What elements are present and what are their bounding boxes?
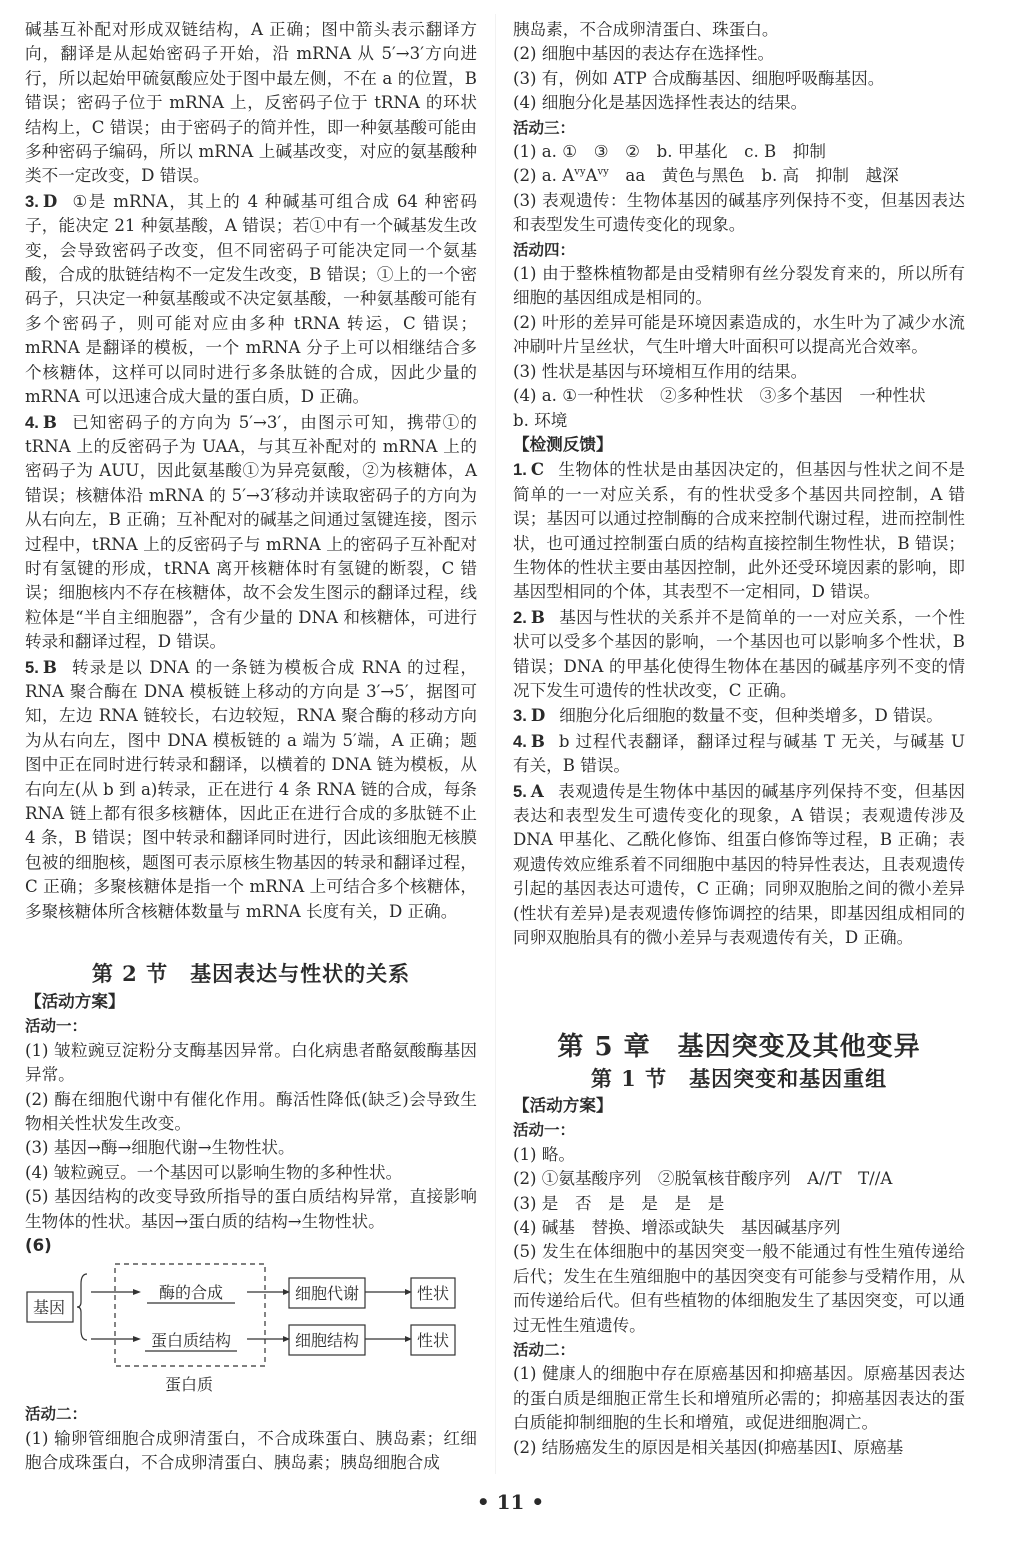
diagram-enzyme-label: 酶的合成 (159, 1283, 224, 1303)
answer-text: 转录是以 DNA 的一条链为模板合成 RNA 的过程，RNA 聚合酶在 DNA 模板链上移动的方向是 3′→5′，据图可知，左边 RNA 链较长，右边较短，RNA 聚合酶的移动方向为从右向左，图中 DNA 模板链的 a 端为 5′端，A 正确；题图中正在同时进行转录和翻译，以横着的 DNA 链为模板，从右向左(从 b 到 a)转录，正在进行 4 条 RNA 链的合成，每条 RNA 链上都有很多核糖体，因此正在进行合成的多肽链不止 4 条，B 错误；图中转录和翻译同时进行，因此该细胞无核膜包被的细胞核，题图可表示原核生物基因的转录和翻译过程，C 正确；多聚核糖体是指一个 mRNA 上可结合多个核糖体，多聚核糖体所含核糖体数量与 mRNA 长度有关，D 正确。 (25, 657, 477, 921)
superscript: vy (574, 166, 586, 178)
activity-item: (2) 结肠癌发生的原因是相关基因(抑癌基因Ⅰ、原癌基 (513, 1437, 904, 1457)
activity-item: (4) a. ①一种性状 ②多种性状 ③多个基因 一种性状 (513, 386, 926, 406)
answer-letter: B (530, 730, 545, 751)
right-column (513, 18, 965, 950)
question-number: 5. (513, 781, 527, 801)
answer-5 (25, 655, 477, 924)
brace (77, 1274, 87, 1340)
activity-item: (1) a. ① ③ ② b. 甲基化 c. B 抑制 (513, 142, 826, 162)
feedback-answer (513, 729, 965, 779)
answer-text: 碱基互补配对形成双链结构，A 正确；图中箭头表示翻译方向，翻译是从起始密码子开始，沿 mRNA 从 5′→3′方向进行，所以起始甲硫氨酸应处于图中最左侧，不在 a 的位置，B 错误；密码子位于 mRNA 上，反密码子位于 tRNA 的环状结构上，C 错误；由于密码子的简并性，即一种氨基酸可能由多种密码子编码，所以 mRNA 上碱基改变，对应的氨基酸种类不一定改变，D 错误。 (25, 20, 477, 186)
activity-3-heading: 活动三： (513, 118, 576, 137)
activity-item: (5) 发生在体细胞中的基因突变一般不能通过有性生殖传递给后代；发生在生殖细胞中的基因突变有可能参与受精作用，从而传递给后代。但有些植物的体细胞发生了基因突变，可以通过无性生殖遗传。 (513, 1242, 965, 1335)
answer-text: 生物体的性状是由基因决定的，但基因与性状之间不是简单的一一对应关系，有的性状受多个基因共同控制，A 错误；基因可以通过控制酶的合成来控制代谢过程，进而控制性状，也可通过控制蛋白质的结构直接控制生物性状，B 错误；生物体的性状主要由基因控制，此外还受环境因素的影响，即基因型相同的个体，其表型不一定相同，D 错误。 (513, 460, 965, 602)
activity-item: (3) 性状是基因与环境相互作用的结果。 (513, 361, 808, 381)
activity-item: (1) 皱粒豌豆淀粉分支酶基因异常。白化病患者酪氨酸酶基因异常。 (25, 1040, 477, 1085)
activity-item: (4) 碱基 替换、增添或缺失 基因碱基序列 (513, 1218, 841, 1238)
activity-2-heading: 活动二： (25, 1405, 88, 1424)
activity-item: b. 环境 (513, 410, 568, 430)
item-text: aa 黄色与黑色 b. 高 抑制 越深 (608, 166, 899, 186)
feedback-answer (513, 457, 965, 604)
column-gutter (495, 14, 496, 1474)
section-2 (25, 958, 477, 1476)
diagram-protein-structure-label: 蛋白质结构 (151, 1331, 232, 1351)
activity-1-heading: 活动一： (513, 1121, 576, 1140)
activity-item: (3) 基因→酶→细胞代谢→生物性状。 (25, 1138, 295, 1158)
question-number: 5. (25, 657, 39, 677)
diagram-cell-structure-label: 细胞结构 (295, 1331, 360, 1351)
answer-continuation (25, 18, 477, 189)
answer-letter: B (42, 411, 57, 432)
activity-item: (5) 基因结构的改变导致所指导的蛋白质结构异常，直接影响生物体的性状。基因→蛋白质的结构→生物性状。 (25, 1187, 477, 1231)
item-text: A (585, 166, 598, 186)
question-number: 3. (513, 706, 527, 726)
activity-item: 胰岛素，不合成卵清蛋白、珠蛋白。 (513, 20, 779, 39)
activity-item: (2) 细胞中基因的表达存在选择性。 (513, 44, 775, 64)
activity-item: (4) 细胞分化是基因选择性表达的结果。 (513, 93, 808, 113)
activity-item (513, 164, 965, 188)
chapter-5 (513, 1030, 965, 1460)
diagram-gene-label: 基因 (33, 1298, 66, 1318)
activity-plan-heading: 【活动方案】 (513, 1096, 613, 1115)
section-title: 第 1 节 基因突变和基因重组 (590, 1066, 888, 1091)
feedback-answer (513, 605, 965, 704)
superscript: vy (597, 166, 609, 178)
activity-2-heading: 活动二： (513, 1341, 576, 1360)
activity-item: (1) 略。 (513, 1144, 575, 1164)
answer-letter: C (530, 459, 545, 480)
feedback-answer (513, 779, 965, 951)
activity-item: (2) 叶形的差异可能是环境因素造成的，水生叶为了减少水流冲刷叶片呈丝状，气生叶增大叶面积可以提高光合效率。 (513, 312, 965, 357)
diagram-trait-label: 性状 (417, 1284, 450, 1304)
diagram-metabolism-label: 细胞代谢 (295, 1284, 360, 1304)
diagram-trait-label: 性状 (417, 1331, 450, 1351)
activity-item: (1) 输卵管细胞合成卵清蛋白，不合成珠蛋白、胰岛素；红细胞合成珠蛋白，不合成卵清蛋白、胰岛素；胰岛细胞合成 (25, 1428, 477, 1473)
answer-text: ①是 mRNA，其上的 4 种碱基可组合成 64 种密码子，能决定 21 种氨基酸，A 错误；若①中有一个碱基发生改变，会导致密码子改变，但不同密码子可能决定同一个氨基酸，合成的肽链结构不一定发生改变，B 错误；①上的一个密码子，只决定一种氨基酸或不决定氨基酸，一种氨基酸可能有多个密码子，则可能对应由多种 tRNA 转运，C 错误；mRNA 是翻译的模板，一个 mRNA 分子上可以相继结合多个核糖体，这样可以同时进行多条肽链的合成，因此少量的 mRNA 可以迅速合成大量的蛋白质，D 正确。 (25, 191, 477, 407)
section-title: 第 2 节 基因表达与性状的关系 (91, 961, 411, 986)
activity-4-heading: 活动四： (513, 240, 576, 259)
activity-plan-heading: 【活动方案】 (25, 992, 125, 1011)
answer-letter: B (42, 656, 57, 677)
activity-item: (2) ①氨基酸序列 ②脱氧核苷酸序列 A//T T//A (513, 1169, 893, 1189)
question-number: 4. (25, 412, 39, 432)
activity-item: (1) 健康人的细胞中存在原癌基因和抑癌基因。原癌基因表达的蛋白质是细胞正常生长和增殖所必需的；抑癌基因表达的蛋白质能抑制细胞的生长和增殖，或促进细胞凋亡。 (513, 1364, 965, 1433)
feedback-heading: 【检测反馈】 (513, 434, 613, 454)
answer-text: b 过程代表翻译，翻译过程与碱基 T 无关，与碱基 U 有关，B 错误。 (513, 731, 965, 776)
diagram-protein-label: 蛋白质 (165, 1375, 214, 1395)
answer-letter: B (530, 606, 545, 627)
item-text: (2) a. A (513, 166, 575, 186)
answer-text: 已知密码子的方向为 5′→3′，由图示可知，携带①的 tRNA 上的反密码子为 UAA，与其互补配对的 mRNA 上的密码子为 AUU，因此氨基酸①为异亮氨酸，②为核糖体，A 错误；核糖体沿 mRNA 的 5′→3′移动并读取密码子的方向为从右向左，B 正确；互补配对的碱基之间通过氢键连接，图示过程中，tRNA 上的反密码子与 mRNA 上的密码子互补配对时有氢键的形成，tRNA 离开核糖体时有氢键的断裂，C 错误；细胞核内不存在核糖体，故不会发生图示的翻译过程，线粒体是“半自主细胞器”，含有少量的 DNA 和核糖体，可进行转录和翻译过程，D 错误。 (25, 412, 477, 652)
activity-item: (3) 有，例如 ATP 合成酶基因、细胞呼吸酶基因。 (513, 68, 885, 88)
answer-text: 基因与性状的关系并不是简单的一一对应关系，一个性状可以受多个基因的影响，一个基因也可以影响多个性状，B 错误；DNA 的甲基化使得生物体在基因的碱基序列不变的情况下发生可遗传的性状改变，C 正确。 (513, 607, 965, 700)
chapter-title: 第 5 章 基因突变及其他变异 (557, 1032, 921, 1062)
activity-item: (4) 皱粒豌豆。一个基因可以影响生物的多种性状。 (25, 1162, 403, 1182)
activity-item: (6) (25, 1236, 52, 1256)
answer-text: 细胞分化后细胞的数量不变，但种类增多，D 错误。 (559, 706, 943, 726)
feedback-answer (513, 703, 965, 728)
answer-4 (25, 410, 477, 655)
activity-item: (3) 是 否 是 是 是 是 (513, 1193, 725, 1213)
gene-trait-diagram (25, 1262, 477, 1402)
answer-letter: D (530, 705, 546, 726)
question-number: 2. (513, 607, 527, 627)
page-number: • 11 • (476, 1490, 545, 1514)
activity-1-heading: 活动一： (25, 1017, 88, 1036)
activity-item: (2) 酶在细胞代谢中有催化作用。酶活性降低(缺乏)会导致生物相关性状发生改变。 (25, 1089, 477, 1134)
answer-text: 表观遗传是生物体中基因的碱基序列保持不变，但基因表达和表型发生可遗传变化的现象，A 错误；表观遗传涉及 DNA 甲基化、乙酰化修饰、组蛋白修饰等过程，B 正确；表观遗传效应维系着不同细胞中基因的特异性表达，且表观遗传引起的基因表达可遗传，C 正确；同卵双胞胎之间的微小差异(性状有差异)是表观遗传修饰调控的结果，即基因组成相同的同卵双胞胎具有的微小差异与表观遗传有关，D 正确。 (513, 781, 965, 948)
answer-letter: A (530, 780, 544, 801)
answer-letter: D (42, 190, 58, 211)
question-number: 4. (513, 731, 527, 751)
question-number: 3. (25, 191, 39, 211)
activity-item: (3) 表观遗传：生物体基因的碱基序列保持不变，但基因表达和表型发生可遗传变化的现象。 (513, 190, 965, 235)
activity-item: (1) 由于整株植物都是由受精卵有丝分裂发育来的，所以所有细胞的基因组成是相同的。 (513, 264, 965, 308)
question-number: 1. (513, 460, 527, 480)
answer-3 (25, 189, 477, 410)
left-column-answers (25, 18, 477, 924)
